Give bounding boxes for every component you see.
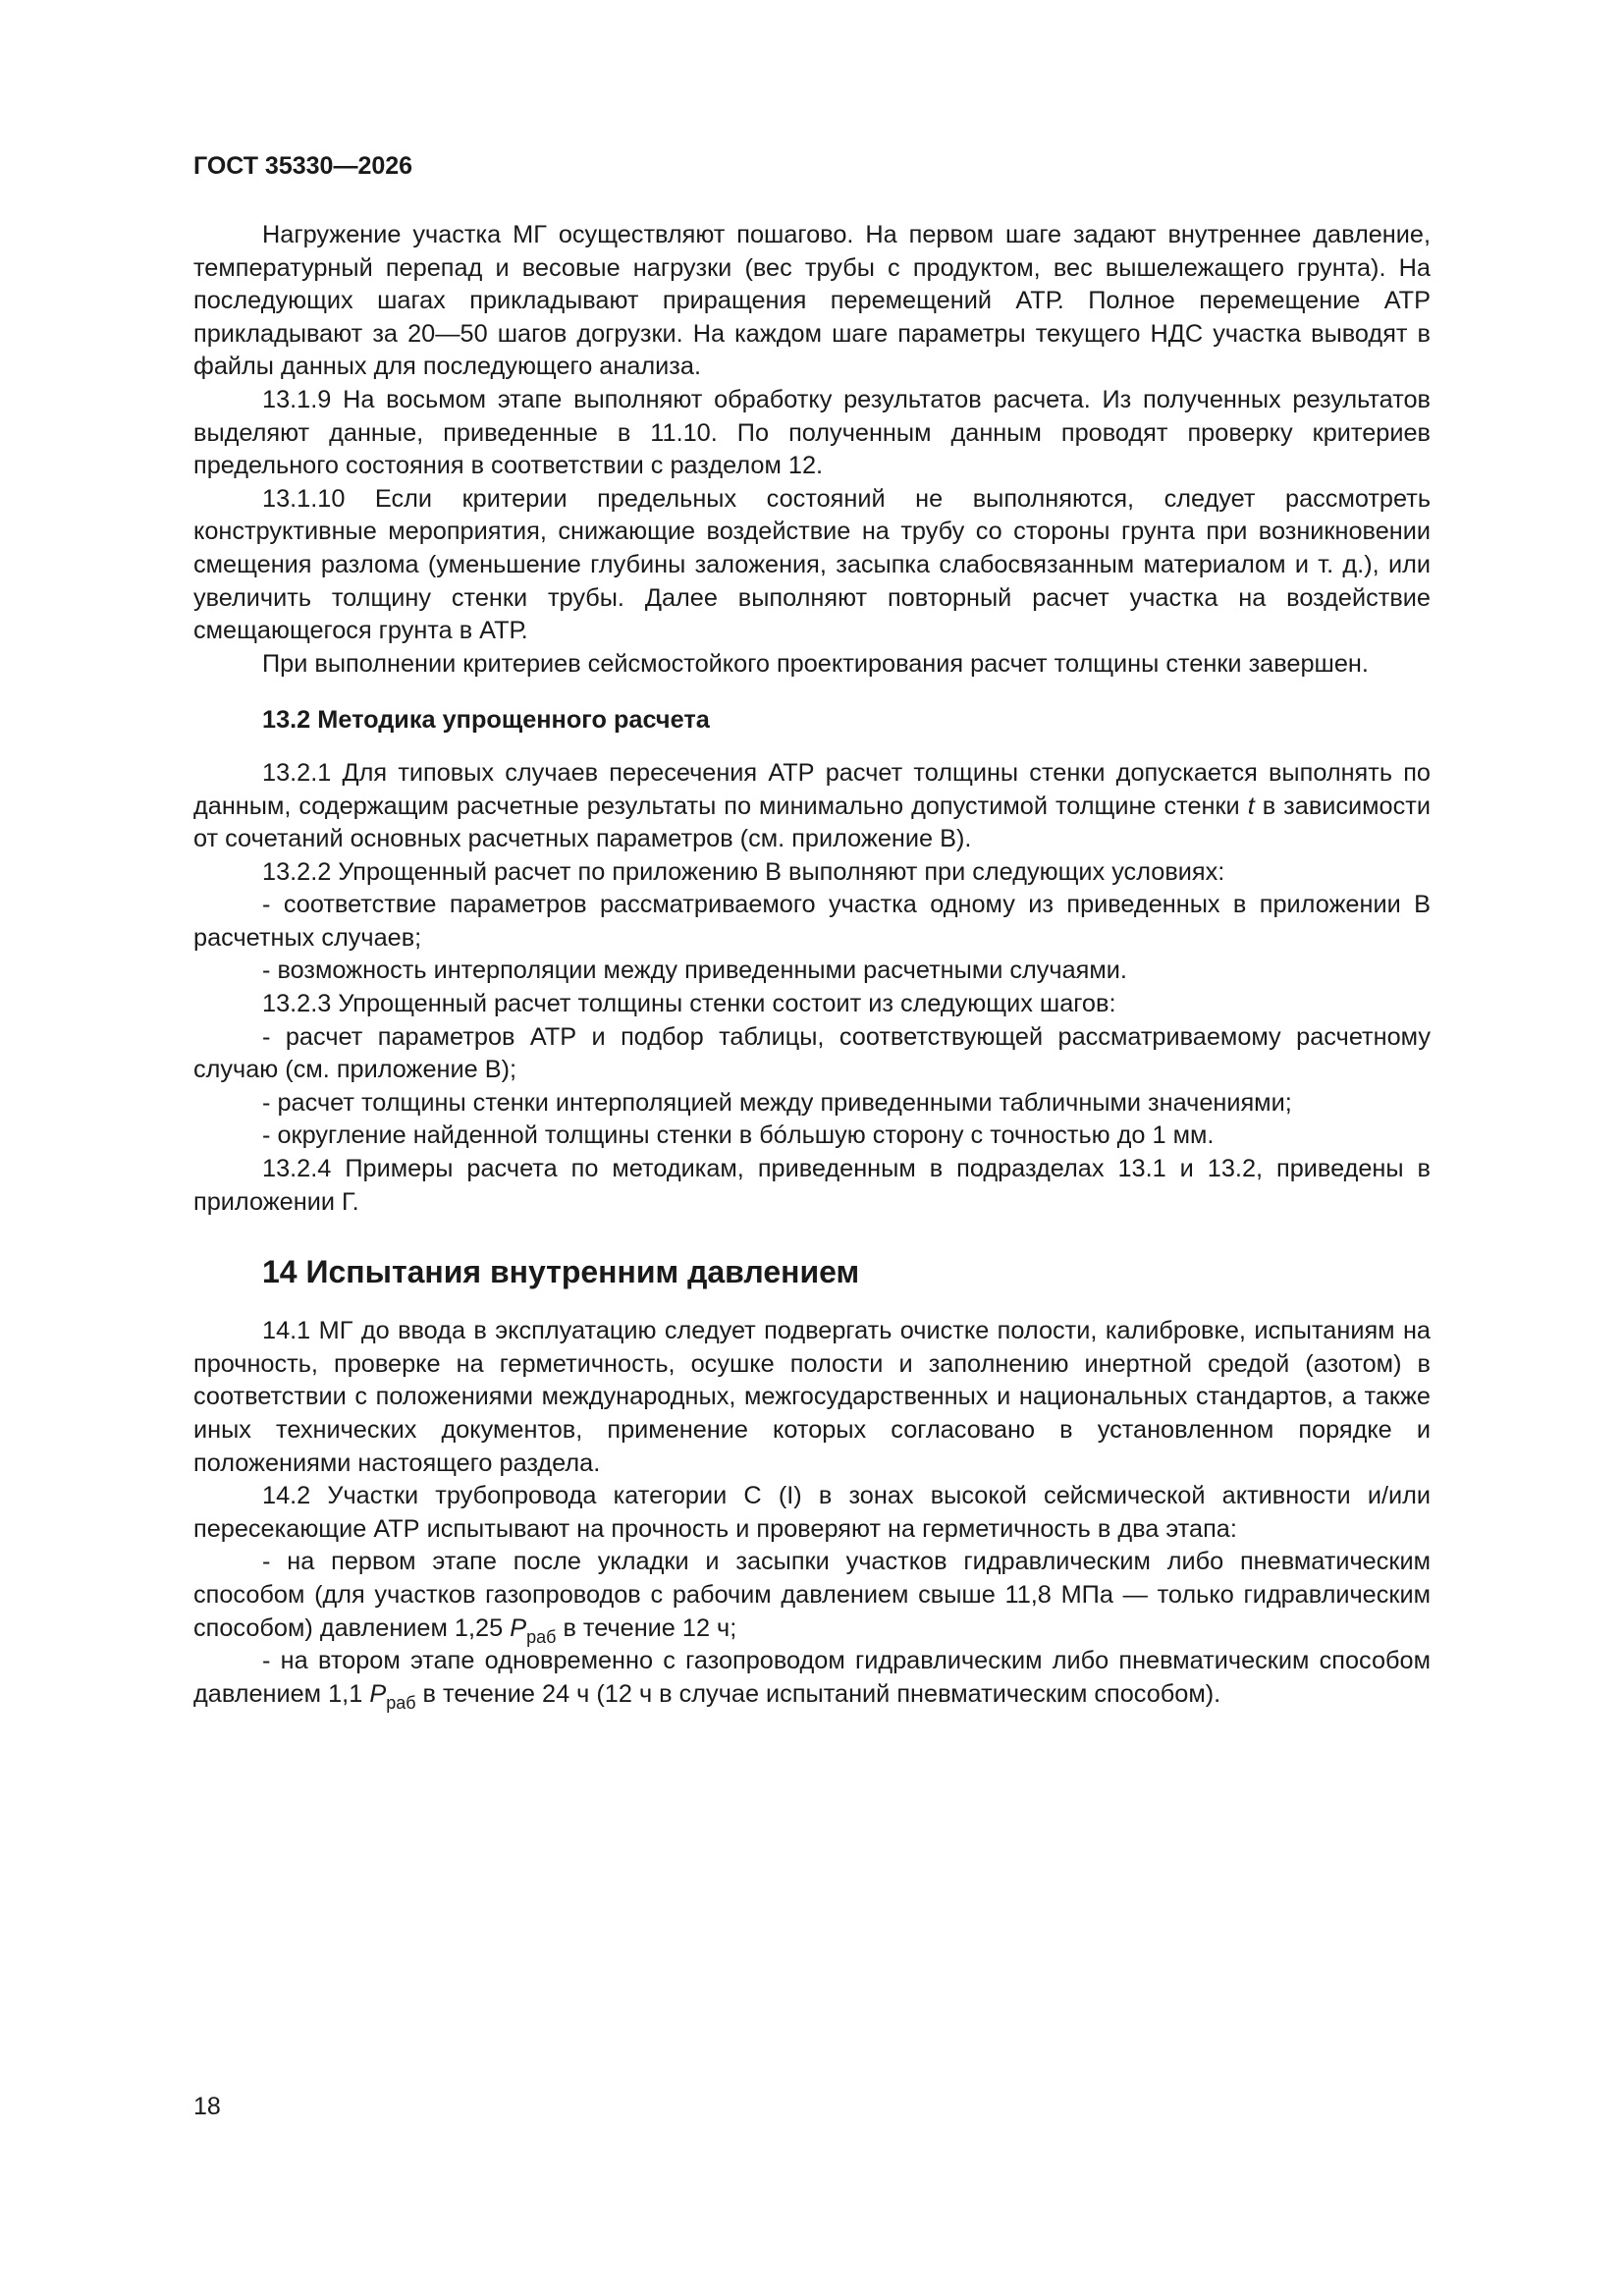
list-item-13-2-3-c: - округление найденной толщины стенки в бóльшую сторону с точностью до 1 мм.	[262, 1121, 1215, 1150]
paragraph-14-1: 14.1 МГ до ввода в эксплуатацию следует подвергать очистке полости, калибровке, испытаниям на прочность, проверке на герметичность, осушке полости и заполнению инертной средой (азотом) в соответствии с положениями международных, межгосударственных и национальных стандартов, а также иных технических документов, применение которых согласовано в установленном порядке и положениями настоящего раздела.	[193, 1317, 1431, 1477]
list-item-13-2-2-b: - возможность интерполяции между приведенными расчетными случаями.	[262, 957, 1127, 985]
text-fragment: в течение 24 ч (12 ч в случае испытаний пневматическим способом).	[415, 1679, 1221, 1708]
document-body	[193, 219, 1431, 1711]
text-fragment: в течение 12 ч;	[556, 1613, 737, 1642]
text-fragment: - на втором этапе одновременно с газопроводом гидравлическим либо пневматическим способом давлением 1,1	[193, 1647, 1431, 1708]
paragraph-13-2-3: 13.2.3 Упрощенный расчет толщины стенки состоит из следующих шагов:	[262, 990, 1116, 1018]
text-fragment: в зависимости от сочетаний основных расчетных параметров (см. приложение В).	[193, 792, 1431, 853]
text-fragment: 13.2.1 Для типовых случаев пересечения АТР расчет толщины стенки допускается выполнять по данным, содержащим расчетные результаты по минимально допустимой толщине стенки	[193, 758, 1431, 820]
section-heading-13-2: 13.2 Методика упрощенного расчета	[262, 706, 710, 735]
page-number: 18	[193, 2093, 221, 2120]
list-item-13-2-3-b: - расчет толщины стенки интерполяцией между приведенными табличными значениями;	[262, 1088, 1292, 1117]
section-heading-14: 14 Испытания внутренним давлением	[262, 1254, 860, 1290]
variable-t: t	[1247, 792, 1255, 820]
paragraph-loading-steps: Нагружение участка МГ осуществляют пошагово. На первом шаге задают внутреннее давление, температурный перепад и весовые нагрузки (вес трубы с продуктом, вес вышележащего грунта). На последующих шагах прикладывают приращения перемещений АТР. Полное перемещение АТР прикладывают за 20—50 шагов догрузки. На каждом шаге параметры текущего НДС участка выводят в файлы данных для последующего анализа.	[193, 221, 1431, 381]
paragraph-13-2-4: 13.2.4 Примеры расчета по методикам, приведенным в подразделах 13.1 и 13.2, приведены в приложении Г.	[193, 1155, 1431, 1216]
document-header: ГОСТ 35330—2026	[193, 152, 413, 180]
paragraph-completion: При выполнении критериев сейсмостойкого проектирования расчет толщины стенки завершен.	[262, 649, 1369, 678]
variable-p: P	[369, 1679, 387, 1708]
subscript-rab: раб	[526, 1626, 557, 1647]
paragraph-14-2: 14.2 Участки трубопровода категории С (I) в зонах высокой сейсмической активности и/или пересекающие АТР испытывают на прочность и проверяют на герметичность в два этапа:	[193, 1482, 1431, 1543]
list-item-13-2-3-a: - расчет параметров АТР и подбор таблицы, соответствующей рассматриваемому расчетному случаю (см. приложение В);	[193, 1022, 1431, 1084]
paragraph-13-2-1	[193, 757, 1431, 856]
text-fragment: - на первом этапе после укладки и засыпки участков гидравлическим либо пневматическим способом (для участков газопроводов с рабочим давлением свыше 11,8 МПа — только гидравлическим способом) давлением 1,25	[193, 1548, 1431, 1642]
paragraph-13-1-9: 13.1.9 На восьмом этапе выполняют обработку результатов расчета. Из полученных результатов выделяют данные, приведенные в 11.10. По полученным данным проводят проверку критериев предельного состояния в соответствии с разделом 12.	[193, 385, 1431, 480]
list-item-14-2-b	[193, 1645, 1431, 1711]
list-item-14-2-a	[193, 1546, 1431, 1645]
list-item-13-2-2-a: - соответствие параметров рассматриваемого участка одному из приведенных в приложении В расчетных случаев;	[193, 891, 1431, 952]
subscript-rab: раб	[386, 1692, 416, 1713]
variable-p: P	[510, 1613, 527, 1642]
paragraph-13-1-10: 13.1.10 Если критерии предельных состояний не выполняются, следует рассмотреть конструктивные мероприятия, снижающие воздействие на трубу со стороны грунта при возникновении смещения разлома (уменьшение глубины заложения, засыпка слабосвязанным материалом и т. д.), или увеличить толщину стенки трубы. Далее выполняют повторный расчет участка на воздействие смещающегося грунта в АТР.	[193, 484, 1431, 645]
paragraph-13-2-2: 13.2.2 Упрощенный расчет по приложению В выполняют при следующих условиях:	[262, 857, 1225, 886]
